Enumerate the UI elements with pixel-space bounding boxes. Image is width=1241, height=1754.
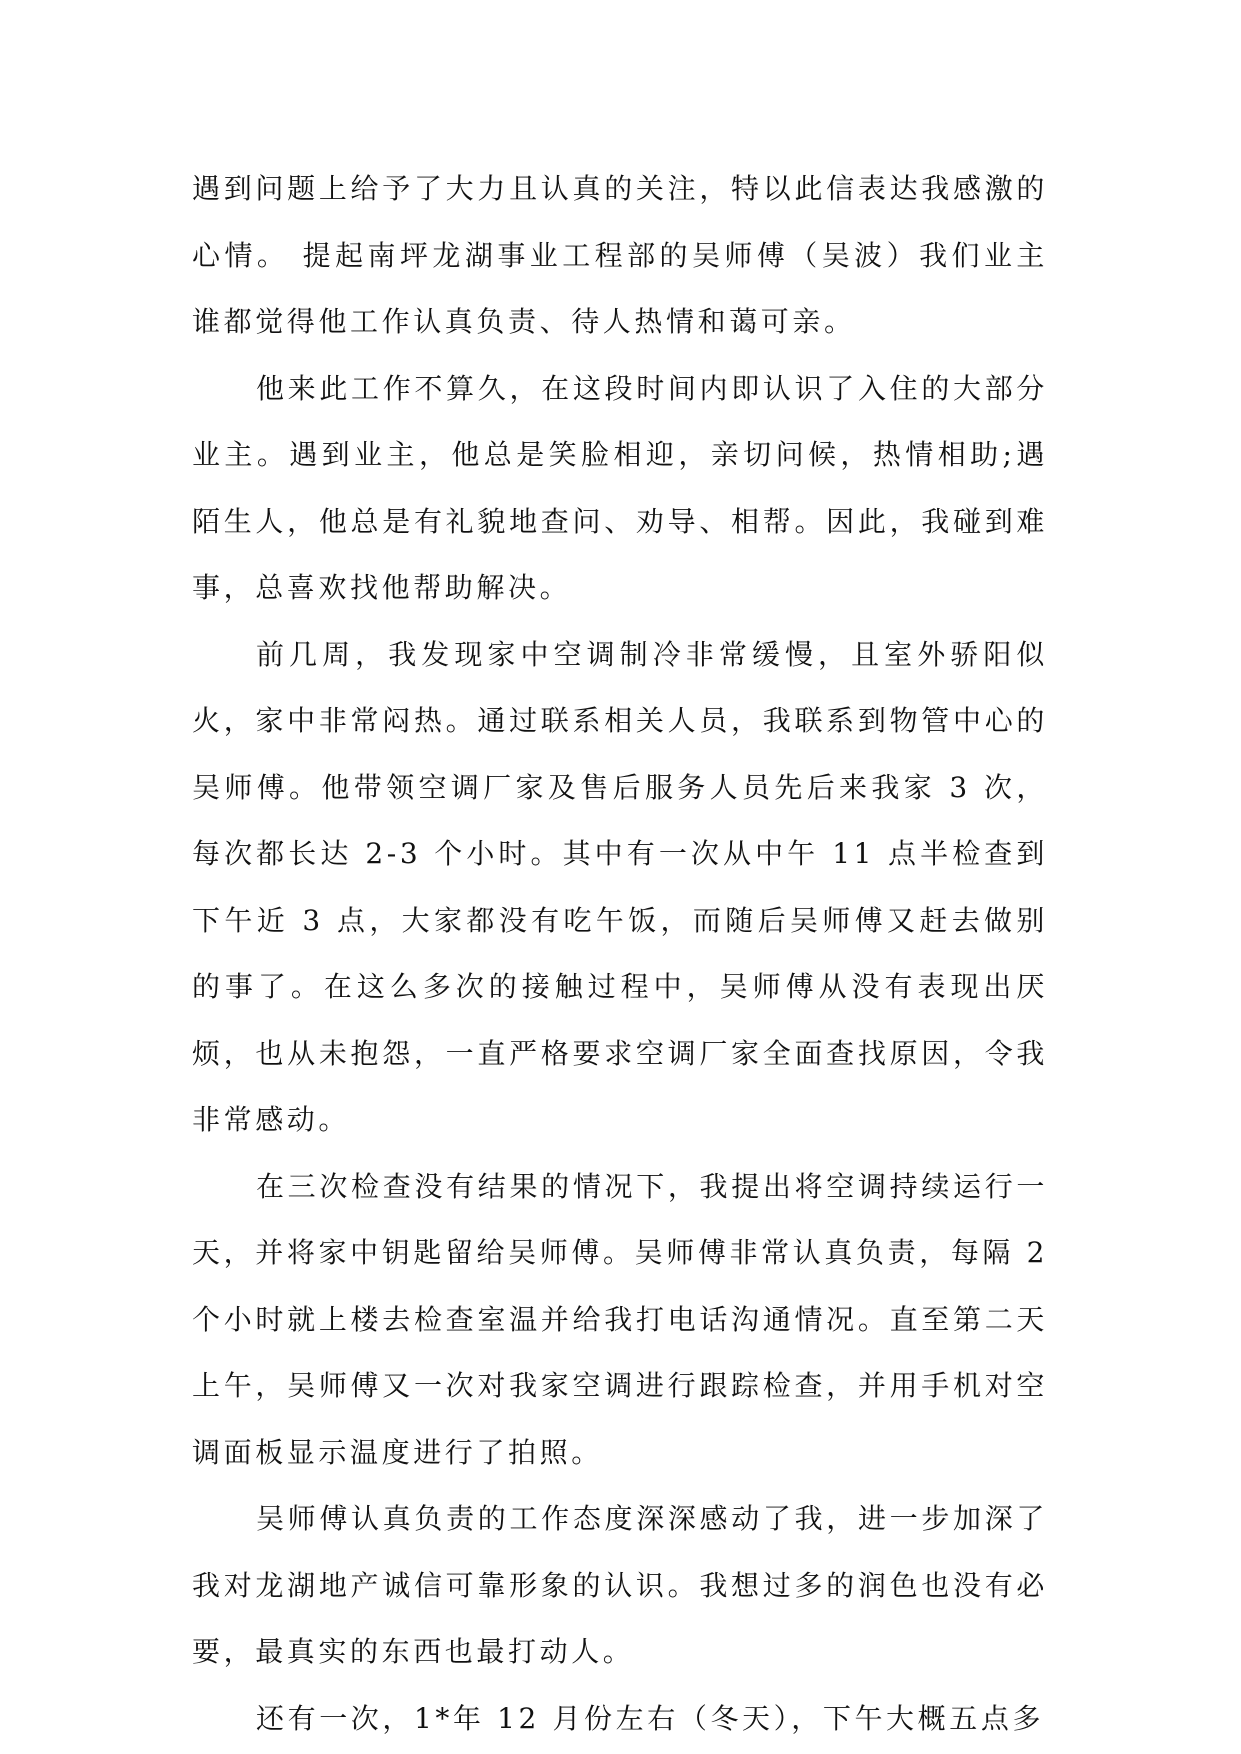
document-page <box>192 156 1048 1752</box>
paragraph-3: 前几周，我发现家中空调制冷非常缓慢，且室外骄阳似火，家中非常闷热。通过联系相关人员，我联系到物管中心的吴师傅。他带领空调厂家及售后服务人员先后来我家 3 次，每次都长达 2-3 个小时。其中有一次从中午 11 点半检查到下午近 3 点，大家都没有吃午饭，而随后吴师傅又赶去做别的事了。在这么多次的接触过程中，吴师傅从没有表现出厌烦，也从未抱怨，一直严格要求空调厂家全面查找原因，令我非常感动。 <box>192 637 1048 1136</box>
paragraph-1: 遇到问题上给予了大力且认真的关注，特以此信表达我感激的心情。 提起南坪龙湖事业工程部的吴师傅（吴波）我们业主谁都觉得他工作认真负责、待人热情和蔼可亲。 <box>192 172 1048 338</box>
paragraph-5: 吴师傅认真负责的工作态度深深感动了我，进一步加深了我对龙湖地产诚信可靠形象的认识。我想过多的润色也没有必要，最真实的东西也最打动人。 <box>192 1502 1048 1668</box>
paragraph-2: 他来此工作不算久，在这段时间内即认识了入住的大部分业主。遇到业主，他总是笑脸相迎，亲切问候，热情相助;遇陌生人，他总是有礼貌地查问、劝导、相帮。因此，我碰到难事，总喜欢找他帮助解决。 <box>192 371 1048 604</box>
paragraph-4: 在三次检查没有结果的情况下，我提出将空调持续运行一天，并将家中钥匙留给吴师傅。吴师傅非常认真负责，每隔 2 个小时就上楼去检查室温并给我打电话沟通情况。直至第二天上午，吴师傅又一次对我家空调进行跟踪检查，并用手机对空调面板显示温度进行了拍照。 <box>192 1169 1048 1469</box>
paragraph-6: 还有一次，1*年 12 月份左右（冬天），下午大概五点多 <box>256 1701 1045 1735</box>
